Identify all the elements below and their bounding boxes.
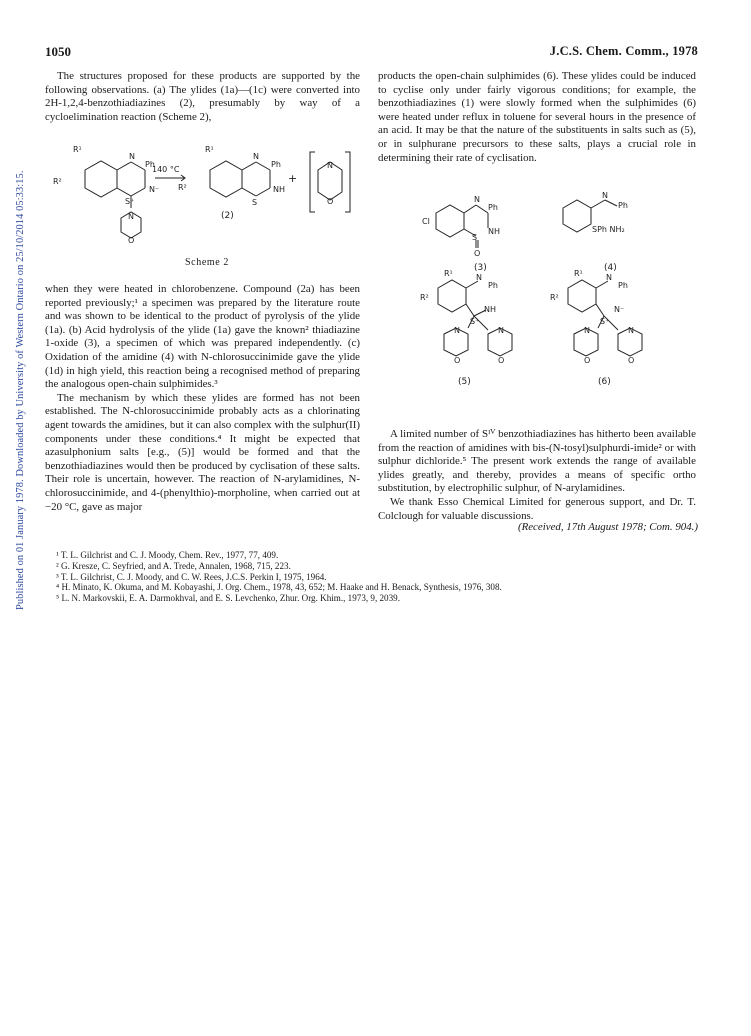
scheme-plus: + [288, 172, 298, 185]
svg-text:SPh NH₂: SPh NH₂ [592, 225, 625, 234]
svg-text:Ph: Ph [618, 201, 628, 210]
structure-3-label: (3) [474, 263, 487, 273]
left-para-3: The mechanism by which these ylides are formed has not been established. The N-chlorosuccinimide probably acts as a chlorinating agent towards the amidines, but it can also complex with the sulphur(II) components under these conditions.⁴ It might be expected that azasulphonium salts [e.g., (5)] would be formed and that the benzothiadiazines would then be produced by cyclisation of these salts. Their role is uncertain, however. The reaction of N-arylamidines, N-chlorosuccinimide, and 4-(phenylthio)-morpholine, when carried out at −20 °C, gave as major [45, 391, 360, 513]
svg-text:R¹: R¹ [73, 145, 82, 154]
svg-text:N: N [128, 212, 134, 221]
references [56, 550, 716, 604]
svg-text:O: O [327, 197, 334, 206]
svg-text:O: O [474, 249, 481, 258]
svg-text:O: O [584, 356, 591, 365]
structure-4-ring [563, 200, 591, 232]
svg-text:NH: NH [488, 227, 500, 236]
right-column-top [378, 70, 696, 165]
svg-text:N: N [476, 273, 482, 282]
svg-text:N: N [129, 152, 135, 161]
download-watermark-text: Published on 01 January 1978. Downloaded by University of Western Ontario on 25/10/2014 05:33:15. [15, 170, 26, 610]
left-para-2: when they were heated in chlorobenzene. Compound (2a) has been reported previously;¹ a specimen was prepared by the literature route and was shown to be identical to the product of pyrolysis of the ylide (1a). (b) Acid hydrolysis of the ylide (1a) gave the known² thiadiazine 1-oxide (3), a specimen of which was prepared independently. (c) Oxidation of the amidine (4) with N-chlorosuccinimide gave the ylide (1d) in high yield, this reaction being a recognised method of preparing the analogous open-chain sulphimides.³ [45, 283, 360, 391]
svg-text:R²: R² [178, 183, 187, 192]
structure-5-label: (5) [458, 377, 471, 387]
download-watermark [4, 170, 26, 610]
svg-text:N: N [606, 273, 612, 282]
svg-text:N⁻: N⁻ [614, 305, 625, 314]
svg-text:R²: R² [53, 177, 62, 186]
reference-2: ² G. Kresze, C. Seyfried, and A. Trede, Annalen, 1968, 715, 223. [56, 560, 291, 571]
svg-text:S⁺: S⁺ [470, 317, 480, 326]
product-benzene-ring [210, 161, 242, 197]
svg-text:Ph: Ph [271, 160, 281, 169]
scheme-2-figure [45, 140, 365, 260]
structure-4-label: (4) [604, 263, 617, 273]
scheme-2-caption: Scheme 2 [185, 257, 229, 268]
svg-text:Ph: Ph [488, 203, 498, 212]
svg-text:N: N [454, 326, 460, 335]
svg-text:N: N [602, 191, 608, 200]
svg-text:R²: R² [550, 293, 559, 302]
right-column-bottom [378, 428, 696, 523]
svg-text:N: N [584, 326, 590, 335]
svg-text:O: O [454, 356, 461, 365]
svg-text:N⁻: N⁻ [149, 185, 160, 194]
svg-text:R¹: R¹ [444, 269, 453, 278]
svg-text:S: S [252, 198, 258, 207]
svg-text:N: N [327, 161, 333, 170]
structures-figure [378, 188, 696, 400]
left-para-1: The structures proposed for these products are supported by the following observations. (a) The ylides (1a)—(1c) were converted into 2H-1,2,4-benzothiadiazines (2), presumably by way of a cycloelimination reaction (Scheme 2), [45, 70, 360, 123]
svg-text:O: O [628, 356, 635, 365]
journal-header: J.C.S. Chem. Comm., 1978 [549, 44, 698, 58]
svg-text:NH: NH [273, 185, 285, 194]
reference-4: ⁴ H. Minato, K. Okuma, and M. Kobayashi, J. Org. Chem., 1978, 43, 652; M. Haake and H. Benack, Synthesis, 1976, 308. [56, 582, 502, 593]
svg-text:S: S [472, 233, 478, 242]
svg-text:R¹: R¹ [574, 269, 583, 278]
svg-text:R¹: R¹ [205, 145, 214, 154]
reference-5: ⁵ L. N. Markovskii, E. A. Darmokhval, and E. S. Levchenko, Zhur. Org. Khim., 1973, 9, 2039. [56, 593, 400, 604]
compound-2-label: (2) [221, 211, 234, 221]
svg-text:N: N [498, 326, 504, 335]
svg-text:S⁺: S⁺ [600, 317, 610, 326]
svg-text:Ph: Ph [145, 160, 155, 169]
received-line: (Received, 17th August 1978; Com. 904.) [517, 521, 698, 533]
right-para-3: We thank Esso Chemical Limited for generous support, and Dr. T. Colclough for valuable discussions. [378, 495, 696, 522]
svg-text:O: O [128, 236, 135, 245]
svg-text:Cl: Cl [422, 217, 430, 226]
svg-text:N: N [253, 152, 259, 161]
right-para-1: products the open-chain sulphimides (6). These ylides could be induced to cyclise only under fairly vigorous conditions; for example, the benzothiadiazines (1) were slowly formed when the sulphimides (6) were heated under reflux in toluene for several hours in the presence of an acid. It may be that the nature of the substituents in salts such as (5), or in sulphurane precursors to these salts, plays a crucial role in determining their rate of cyclisation. [378, 70, 696, 164]
svg-text:NH: NH [484, 305, 496, 314]
right-para-2: A limited number of Sᴵⱽ benzothiadiazines has hitherto been available from the reaction of amidines with bis-(N-tosyl)sulphurdi-imide² or with sulphur dichloride.⁵ The present work extends the range of available ylides greatly, and thereby, provides a means of specific ortho substitution, by electrophilic sulphur, of N-arylamidines. [378, 428, 696, 495]
structure-6-ring [568, 280, 596, 312]
svg-text:S⁺: S⁺ [125, 197, 135, 206]
left-column-bottom [45, 283, 360, 514]
reference-1: ¹ T. L. Gilchrist and C. J. Moody, Chem. Rev., 1977, 77, 409. [56, 550, 279, 560]
scheme-temp-label: 140 °C [152, 165, 180, 174]
left-column-top [45, 70, 360, 124]
structure-6-label: (6) [598, 377, 611, 387]
svg-text:N: N [628, 326, 634, 335]
svg-text:Ph: Ph [618, 281, 628, 290]
svg-text:O: O [498, 356, 505, 365]
structure-5-ring [438, 280, 466, 312]
page-number: 1050 [45, 44, 71, 59]
structure-3-ring [436, 205, 464, 237]
reference-3: ³ T. L. Gilchrist, C. J. Moody, and C. W. Rees, J.C.S. Perkin I, 1975, 1964. [56, 571, 327, 582]
reactant-benzene-ring [85, 161, 117, 197]
svg-text:N: N [474, 195, 480, 204]
svg-text:Ph: Ph [488, 281, 498, 290]
svg-text:R²: R² [420, 293, 429, 302]
